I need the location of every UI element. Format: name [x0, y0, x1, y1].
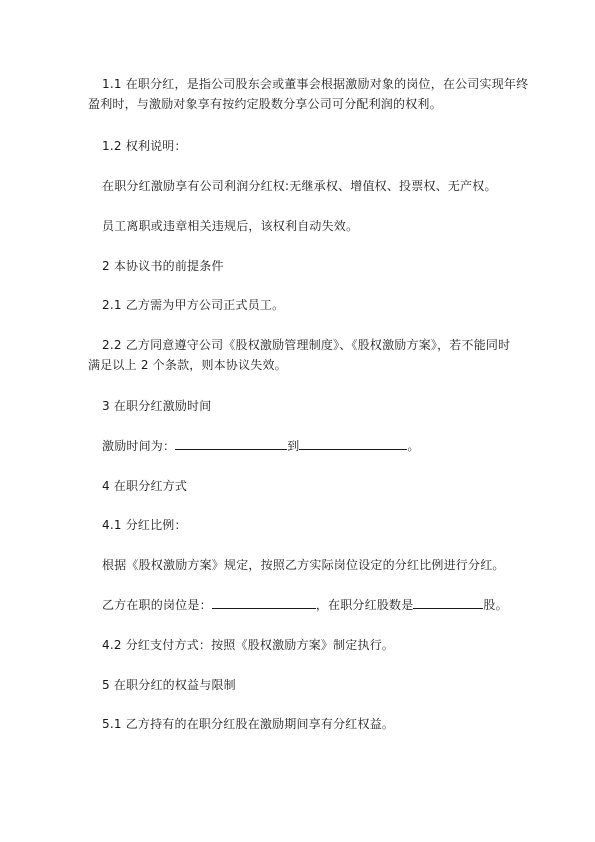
shares-label: ，在职分红股数是: [315, 598, 414, 612]
to-label: 到: [287, 439, 300, 453]
position-label: 乙方在职的岗位是：: [102, 598, 212, 612]
incentive-period-line: [102, 436, 420, 456]
section-5-heading: 5 在职分红的权益与限制: [102, 678, 236, 692]
clause-1-1-line-2: 盈利时，与激励对象享有按约定股数分享公司可分配利润的权利。: [88, 97, 442, 111]
section-4-heading: 4 在职分红方式: [102, 479, 188, 493]
clause-5-1: 5.1 乙方持有的在职分红股在激励期间享有分红权益。: [102, 717, 395, 731]
clause-2-2-line-1: 2.2 乙方同意遵守公司《股权激励管理制度》、《股权激励方案》，若不能同时: [102, 338, 511, 352]
position-blank[interactable]: [212, 595, 316, 609]
period-end-mark: 。: [407, 439, 420, 453]
rights-description: 在职分红激励享有公司利润分红权:无继承权、增值权、投票权、无产权。: [102, 179, 497, 193]
position-shares-line: [102, 595, 508, 615]
clause-4-1-heading: 4.1 分红比例：: [102, 518, 187, 532]
end-date-blank[interactable]: [299, 436, 407, 450]
incentive-period-label: 激励时间为：: [102, 439, 176, 453]
clause-2-2-line-2: 满足以上 2 个条款，则本协议失效。: [88, 358, 287, 372]
section-3-heading: 3 在职分红激励时间: [102, 399, 212, 413]
clause-1-1-line-1: 1.1 在职分红，是指公司股东会或董事会根据激励对象的岗位，在公司实现年终: [102, 77, 529, 91]
clause-4-2: 4.2 分红支付方式：按照《股权激励方案》制定执行。: [102, 638, 395, 652]
start-date-blank[interactable]: [175, 436, 287, 450]
section-2-heading: 2 本协议书的前提条件: [102, 259, 224, 273]
clause-1-2-heading: 1.2 权利说明：: [102, 139, 187, 153]
shares-blank[interactable]: [413, 595, 483, 609]
clause-2-1: 2.1 乙方需为甲方公司正式员工。: [102, 298, 285, 312]
shares-unit: 股。: [483, 598, 508, 612]
resignation-clause: 员工离职或违章相关违规后，该权利自动失效。: [102, 219, 359, 233]
dividend-ratio-description: 根据《股权激励方案》规定，按照乙方实际岗位设定的分红比例进行分红。: [102, 558, 505, 572]
